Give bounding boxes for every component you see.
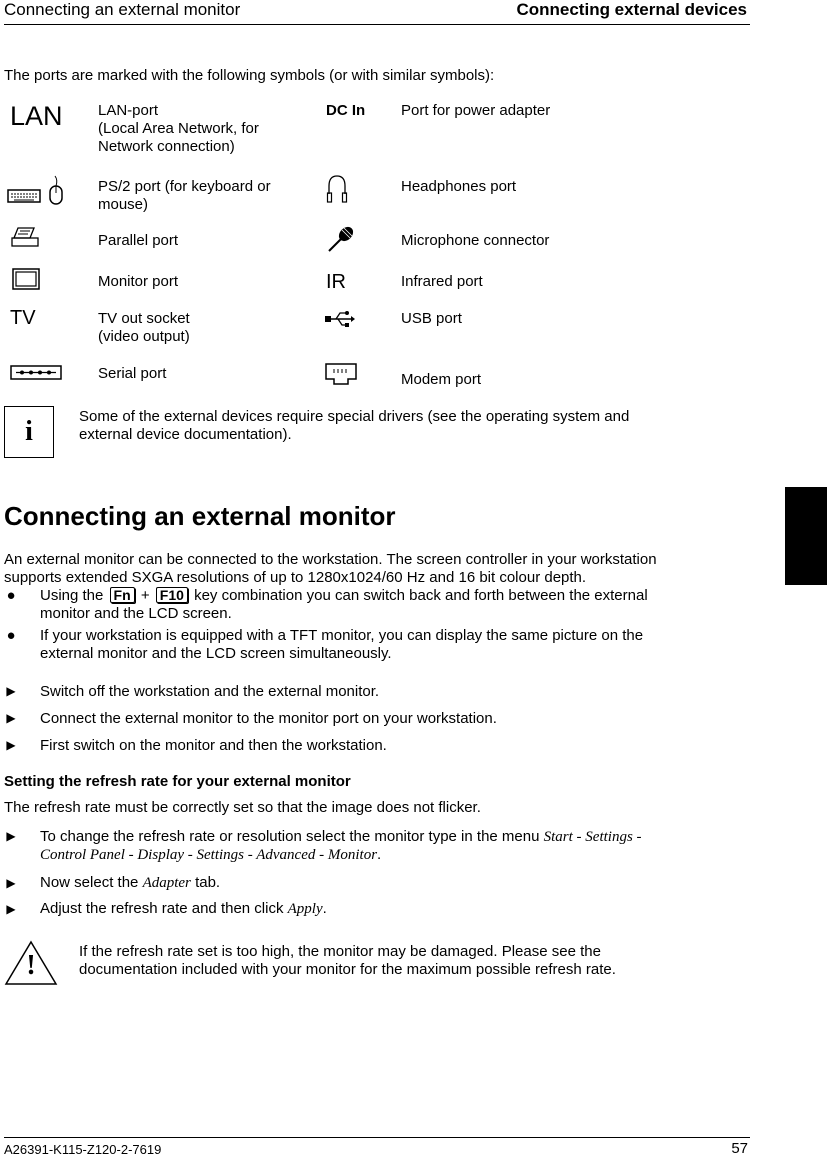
info-note-text: Some of the external devices require special drivers (see the operating system and external device documentation).: [79, 408, 630, 443]
step-1: Switch off the workstation and the external monitor.: [40, 683, 380, 700]
running-header-left: Connecting an external monitor: [4, 0, 241, 19]
port-desc-usb: USB port: [401, 310, 462, 327]
ir-symbol: IR: [326, 271, 346, 293]
port-desc-modem: Modem port: [401, 371, 482, 388]
subheading-refresh-rate: Setting the refresh rate for your external monitor: [4, 773, 351, 790]
serial-icon: [10, 364, 62, 387]
f10-key: F10: [156, 587, 188, 603]
info-icon: i: [4, 406, 54, 458]
section-title: Connecting an external monitor: [4, 501, 396, 531]
step-2: Connect the external monitor to the monitor port on your workstation.: [40, 710, 497, 727]
tv-symbol: TV: [10, 307, 36, 329]
step-arrow-icon: ▶: [6, 711, 16, 725]
running-header-right: Connecting external devices: [516, 0, 747, 19]
step-arrow-icon: ▶: [6, 902, 16, 916]
port-desc-serial: Serial port: [98, 365, 167, 382]
bullet-fn-key: Using the Fn + F10 key combination you can switch back and forth between the external monitor and the LCD screen.: [40, 587, 648, 622]
port-desc-lan: LAN-port (Local Area Network, for Network connection): [98, 102, 259, 155]
printer-icon: [10, 226, 40, 255]
port-desc-microphone: Microphone connector: [401, 232, 550, 249]
keyboard-mouse-icon: [6, 174, 66, 219]
refresh-step-1: To change the refresh rate or resolution select the monitor type in the menu Start - Settings - Control Panel - Display - Settings - Advanced - Monitor.: [40, 828, 642, 863]
footer-page-number: 57: [731, 1140, 748, 1157]
ports-intro: The ports are marked with the following symbols (or with similar symbols):: [4, 67, 495, 84]
bullet-tft-monitor: If your workstation is equipped with a TFT monitor, you can display the same picture on the external monitor and the LCD screen simultaneously.: [40, 627, 644, 662]
section-paragraph: An external monitor can be connected to the workstation. The screen controller in your workstation supports extended SXGA resolutions of up to 1280x1024/60 Hz and 16 bit colour depth.: [4, 551, 657, 586]
header-rule: [4, 24, 750, 25]
modem-icon: [324, 362, 358, 393]
usb-icon: [324, 308, 356, 335]
step-3: First switch on the monitor and then the workstation.: [40, 737, 387, 754]
step-arrow-icon: ▶: [6, 876, 16, 890]
port-desc-tv: TV out socket (video output): [98, 310, 190, 345]
step-arrow-icon: ▶: [6, 684, 16, 698]
port-desc-headphones: Headphones port: [401, 178, 517, 195]
lan-symbol: LAN: [10, 101, 63, 131]
fn-key: Fn: [110, 587, 135, 603]
bullet-dot: ●: [6, 587, 16, 604]
headphones-icon: [326, 174, 348, 209]
chapter-tab-marker: [785, 487, 827, 585]
port-desc-dcin: Port for power adapter: [401, 102, 551, 119]
refresh-step-2: Now select the Adapter tab.: [40, 874, 221, 891]
port-desc-ps2: PS/2 port (for keyboard or mouse): [98, 178, 271, 213]
microphone-icon: [326, 224, 356, 259]
bullet-dot: ●: [6, 627, 16, 644]
port-desc-parallel: Parallel port: [98, 232, 179, 249]
footer-rule: [4, 1137, 750, 1138]
footer-doc-number: A26391-K115-Z120-2-7619: [4, 1142, 162, 1157]
warning-mark: !: [26, 950, 36, 981]
port-desc-monitor: Monitor port: [98, 273, 179, 290]
dcin-symbol: DC In: [326, 102, 366, 119]
warning-text: If the refresh rate set is too high, the monitor may be damaged. Please see the documentation included with your monitor for the maximum possible refresh rate.: [79, 943, 616, 978]
refresh-paragraph: The refresh rate must be correctly set so that the image does not flicker.: [4, 799, 481, 816]
monitor-icon: [12, 268, 40, 295]
step-arrow-icon: ▶: [6, 829, 16, 843]
step-arrow-icon: ▶: [6, 738, 16, 752]
port-desc-ir: Infrared port: [401, 273, 483, 290]
refresh-step-3: Adjust the refresh rate and then click Apply.: [40, 900, 327, 917]
